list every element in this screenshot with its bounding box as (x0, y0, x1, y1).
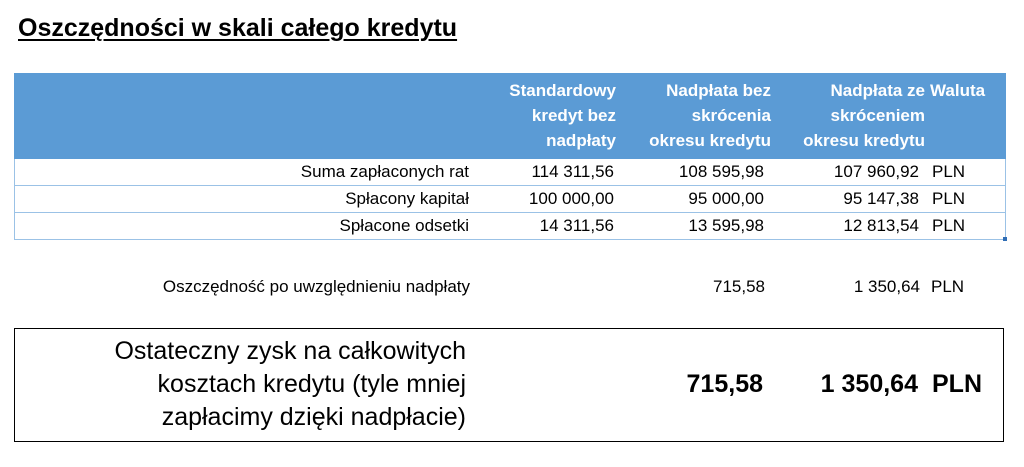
cell-currency: PLN (932, 189, 966, 208)
table-row (14, 213, 1006, 240)
header-overpayment-with-shortening: Nadpłata ze skróceniem okresu kredytu (803, 81, 925, 150)
row-label: Spłacone odsetki (339, 216, 469, 235)
final-profit-no-shortening: 715,58 (686, 370, 763, 398)
row-label: Spłacony kapitał (345, 189, 469, 208)
final-profit-label: Ostateczny zysk na całkowitych kosztach kredytu (tyle mniej zapłacimy dzięki nadpłacie) (114, 337, 466, 431)
header-standard-loan: Standardowy kredyt bez nadpłaty (509, 81, 616, 150)
header-overpayment-no-shortening: Nadpłata bez skrócenia okresu kredytu (649, 81, 771, 150)
savings-row (14, 276, 1006, 302)
cell-with-shortening: 95 147,38 (843, 189, 919, 208)
header-currency: Waluta (930, 81, 986, 100)
cell-no-shortening: 13 595,98 (688, 216, 764, 235)
cell-currency: PLN (932, 216, 966, 235)
table-header (14, 73, 1006, 159)
table-row (14, 159, 1006, 186)
final-profit-currency: PLN (932, 370, 982, 398)
cell-standard: 100 000,00 (528, 189, 614, 208)
comparison-table (14, 73, 1006, 240)
cell-no-shortening: 108 595,98 (678, 162, 764, 181)
cell-with-shortening: 12 813,54 (843, 216, 919, 235)
savings-label: Oszczędność po uwzględnieniu nadpłaty (162, 277, 470, 296)
row-label: Suma zapłaconych rat (300, 162, 469, 181)
cell-currency: PLN (932, 162, 966, 181)
table-resize-handle[interactable] (1003, 237, 1007, 241)
cell-standard: 114 311,56 (531, 162, 614, 181)
cell-no-shortening: 95 000,00 (688, 189, 764, 208)
savings-currency: PLN (931, 277, 965, 296)
page-title: Oszczędności w skali całego kredytu (18, 14, 458, 42)
table-row (14, 186, 1006, 213)
final-profit-with-shortening: 1 350,64 (820, 370, 918, 398)
savings-with-shortening: 1 350,64 (853, 277, 920, 296)
cell-with-shortening: 107 960,92 (833, 162, 919, 181)
savings-no-shortening: 715,58 (713, 277, 765, 296)
final-profit-box (14, 328, 1004, 442)
cell-standard: 14 311,56 (539, 216, 614, 235)
